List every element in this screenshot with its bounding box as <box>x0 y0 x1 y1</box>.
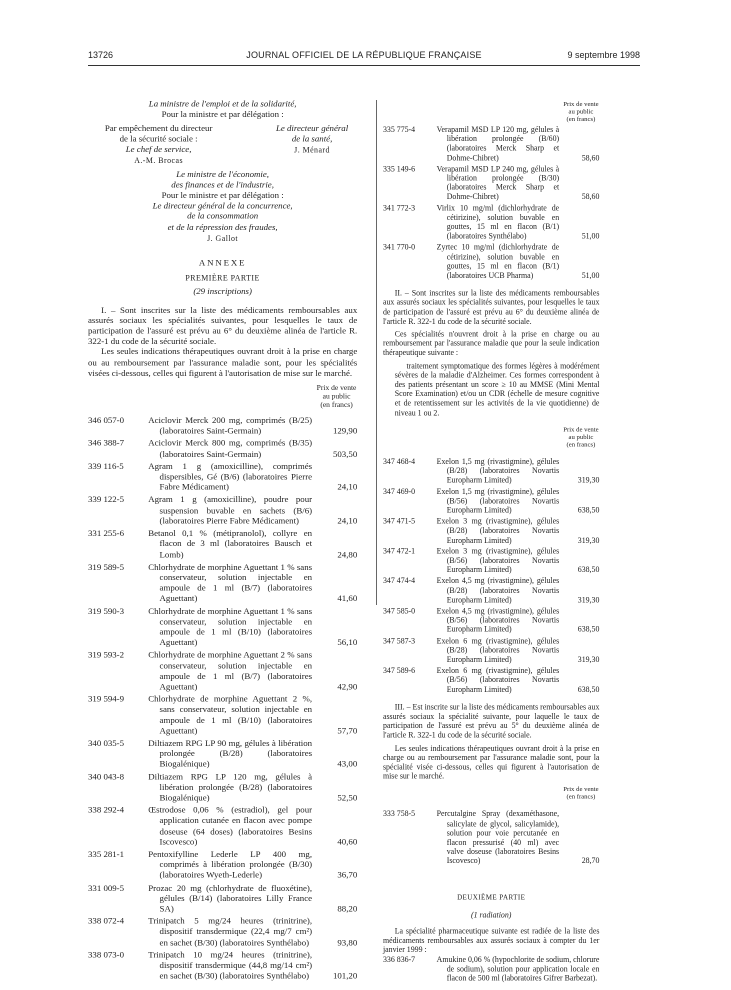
medication-entry <box>383 811 599 867</box>
entry-price: 319,30 <box>577 596 600 605</box>
entry-text: Betanol 0,1 % (métipranolol), collyre en flacon de 3 ml (laboratoires Bausch et Lomb) <box>148 529 313 560</box>
entry-code: 331 255-6 <box>88 529 125 539</box>
entry-price: 56,10 <box>337 638 358 649</box>
paragraph: La spécialité pharmaceutique suivante est radiée de la liste des médicaments remboursables aux assurés sociaux à compter du 1er janvier 1999 : <box>383 927 600 955</box>
part-title: PREMIÈRE PARTIE <box>185 274 260 283</box>
page-date: 9 septembre 1998 <box>567 50 640 60</box>
signature-line: Le chef de service, <box>125 145 192 155</box>
entry-code: 335 149-6 <box>383 165 416 174</box>
entry-text: Chlorhydrate de morphine Aguettant 2 %, sans conservateur, solution injectable en ampoule de 1 ml (B/10) (laboratoires Aguettant) <box>148 695 313 737</box>
entry-text: Diltiazem RPG LP 90 mg, gélules à libération prolongée (B/28) (laboratoires Biogalénique) <box>148 739 313 770</box>
entry-price: 41,60 <box>337 594 358 604</box>
paragraph: Les seules indications thérapeutiques ouvrant droit à la prise en charge ou au remboursement par l'assurance maladie sont, pour les spécialités visées ci-dessous, celles qui figurent à l'autorisation de mise sur le marché. <box>88 348 358 379</box>
signature-line: Le directeur général <box>275 124 349 135</box>
signature-name: J. Ménard <box>294 146 330 155</box>
entry-price: 51,00 <box>581 271 600 281</box>
annexe-title: ANNEXE <box>198 259 247 269</box>
medication-entry <box>88 496 357 528</box>
medication-entry <box>383 667 599 695</box>
page-number: 13726 <box>88 50 114 60</box>
entry-text: Trinipatch 10 mg/24 heures (trinitrine), dispositif transdermique (44,8 mg/14 cm²) en sachet (B/30) (laboratoires Synthélabo) <box>148 950 313 982</box>
medication-entry <box>88 607 357 649</box>
entry-code: 347 472-1 <box>383 547 416 557</box>
entry-text: Agram 1 g (amoxicilline), poudre pour suspension buvable en sachets (B/6) (laboratoires Pierre Fabre Médicament) <box>148 495 313 527</box>
medication-entry <box>88 651 357 693</box>
medication-list <box>383 458 599 697</box>
paragraph: Les seules indications thérapeutiques ouvrant droit à la prise en charge ou au remboursement par l'assurance maladie sont, pour la spécialité visée ci-dessous, celles qui figurent à l'autorisation de mise sur le marché. <box>383 744 600 782</box>
signature-line: de la consommation <box>187 212 259 222</box>
entry-price: 42,90 <box>337 682 358 693</box>
entry-code: 338 292-4 <box>88 806 125 816</box>
entry-price: 52,50 <box>337 793 358 804</box>
signature-line: Par empêchement du directeur <box>104 124 213 135</box>
entry-text: Diltiazem RPG LP 120 mg, gélules à libération prolongée (B/28) (laboratoires Biogalénique) <box>148 772 313 804</box>
part-title: DEUXIÈME PARTIE <box>457 893 526 901</box>
signature-name: J. Gallot <box>207 234 239 243</box>
medication-entry <box>88 773 357 805</box>
entry-code: 335 281-1 <box>88 850 125 860</box>
entry-price: 93,80 <box>337 938 358 948</box>
entry-code: 319 594-9 <box>88 695 125 705</box>
medication-entry <box>88 806 357 848</box>
entry-code: 339 122-5 <box>88 495 125 506</box>
entry-text: Virlix 10 mg/ml (dichlorhydrate de cétirizine), solution buvable en gouttes, 15 ml en flacon (B/1) (laboratoires Synthélabo) <box>436 204 560 242</box>
entry-code: 347 585-0 <box>383 607 416 616</box>
price-header: Prix de vente (en francs) <box>563 785 599 801</box>
entry-text: Amukine 0,06 % (hypochlorite de sodium, chlorure de sodium), solution pour application locale en flacon de 500 ml (laboratoires Gifrer Barbezat). <box>436 955 600 984</box>
entry-code: 347 587-3 <box>383 637 416 646</box>
medication-entry <box>383 205 599 243</box>
medication-entry <box>383 548 599 576</box>
entry-price: 129,90 <box>332 426 358 437</box>
entry-code: 340 035-5 <box>88 739 125 749</box>
entry-text: Exelon 1,5 mg (rivastigmine), gélules (B/56) (laboratoires Novartis Europharm Limited) <box>436 487 560 516</box>
entry-text: Aciclovir Merck 800 mg, comprimés (B/35) (laboratoires Saint-Germain) <box>148 439 313 460</box>
price-header: Prix de vente au public (en francs) <box>563 100 599 123</box>
signature-line: et de la répression des fraudes, <box>167 222 278 233</box>
entry-text: Œstrodose 0,06 % (estradiol), gel pour application cutanée en flacon avec pompe doseuse (64 doses) (laboratoires Besins Iscovesco) <box>148 806 313 848</box>
paragraph: traitement symptomatique des formes légères à modérément sévères de la maladie d'Alzheimer. Ces formes correspondent à des patients présentant un score ≥ 10 au MMSE (Mini Mental Score Examination) et/ou un CDR (échelle de mesure cognitive et de retentissement sur les activités de la vie quotidienne) de niveau 1 ou 2. <box>394 362 600 418</box>
entry-code: 338 072-4 <box>88 917 125 927</box>
left-column <box>88 100 357 984</box>
entry-code: 346 057-0 <box>88 416 125 426</box>
medication-entry <box>383 165 599 203</box>
entry-text: Agram 1 g (amoxicilline), comprimés dispersibles, Gé (B/6) (laboratoires Pierre Fabre Médicament) <box>148 462 313 493</box>
signature-line: Pour le ministre et par délégation : <box>161 191 284 201</box>
entry-text: Exelon 3 mg (rivastigmine), gélules (B/28) (laboratoires Novartis Europharm Limited) <box>436 517 560 545</box>
entry-price: 36,70 <box>337 871 358 881</box>
entry-price: 319,30 <box>577 656 600 665</box>
medication-entry <box>383 637 599 665</box>
entry-price: 57,70 <box>337 726 358 737</box>
entry-text: Verapamil MSD LP 240 mg, gélules à libération prolongée (B/30) (laboratoires Merck Sharp et Dohme-Chibret) <box>436 165 560 202</box>
entry-text: Percutalgine Spray (dexaméthasone, salicylate de glycol, salicylamide), solution pour voie percutanée en flacon pressurisé (40 ml) avec valve doseuse (laboratoires Besins Iscovesco) <box>436 810 560 867</box>
entry-text: Zyrtec 10 mg/ml (dichlorhydrate de cétirizine), solution buvable en gouttes, 15 ml en flacon (B/1) (laboratoires UCB Pharma) <box>436 243 560 281</box>
medication-entry <box>88 850 357 882</box>
medication-entry <box>88 917 357 949</box>
signature-line: de la sécurité sociale : <box>119 135 198 145</box>
signature-line: La ministre de l'emploi et de la solidarité, <box>148 100 297 110</box>
entry-code: 319 593-2 <box>88 651 125 661</box>
entry-price: 58,60 <box>581 154 600 163</box>
entry-text: Pentoxifylline Lederle LP 400 mg, comprimés à libération prolongée (B/30) (laboratoires Wyeth-Lederle) <box>148 850 313 881</box>
signature-name: A.-M. Brocas <box>134 156 183 166</box>
entry-text: Verapamil MSD LP 120 mg, gélules à libération prolongée (B/60) (laboratoires Merck Sharp et Dohme-Chibret) <box>436 125 560 163</box>
right-column <box>383 100 599 984</box>
entry-text: Exelon 4,5 mg (rivastigmine), gélules (B/56) (laboratoires Novartis Europharm Limited) <box>436 607 560 635</box>
radiation-entry <box>383 956 599 984</box>
signature-line: des finances et de l'industrie, <box>171 180 274 191</box>
entry-price: 319,30 <box>577 476 600 486</box>
entry-price: 101,20 <box>332 971 358 982</box>
radiation-count: (1 radiation) <box>470 911 512 921</box>
entry-text: Exelon 4,5 mg (rivastigmine), gélules (B/28) (laboratoires Novartis Europharm Limited) <box>436 577 560 605</box>
entry-price: 638,50 <box>577 626 600 635</box>
signature-line: Le directeur général de la concurrence, <box>152 201 293 212</box>
medication-entry <box>88 529 357 561</box>
entry-price: 43,00 <box>337 760 358 770</box>
entry-text: Chlorhydrate de morphine Aguettant 1 % sans conservateur, solution injectable en ampoule de 1 ml (B/10) (laboratoires Aguettant) <box>148 606 313 649</box>
entry-code: 319 589-5 <box>88 562 125 573</box>
entry-price: 40,60 <box>337 837 358 848</box>
medication-entry <box>383 607 599 635</box>
signature-line: Le ministre de l'économie, <box>176 170 269 180</box>
medication-entry <box>88 739 357 771</box>
entry-code: 347 469-0 <box>383 487 416 497</box>
entry-price: 638,50 <box>577 566 600 575</box>
price-header: Prix de vente au public (en francs) <box>563 425 599 448</box>
medication-list <box>383 126 599 283</box>
medication-entry <box>88 462 357 494</box>
medication-entry <box>383 126 599 164</box>
medication-entry <box>88 439 357 460</box>
signature-block <box>88 125 357 156</box>
entry-price: 24,10 <box>337 483 358 493</box>
entry-text: Exelon 6 mg (rivastigmine), gélules (B/56) (laboratoires Novartis Europharm Limited) <box>436 667 560 695</box>
entry-price: 638,50 <box>577 685 600 695</box>
entry-code: 341 770-0 <box>383 243 416 253</box>
entry-price: 58,60 <box>581 193 600 202</box>
entry-text: Exelon 3 mg (rivastigmine), gélules (B/56) (laboratoires Novartis Europharm Limited) <box>436 547 560 575</box>
entry-code: 347 589-6 <box>383 667 416 676</box>
entry-price: 51,00 <box>581 232 600 242</box>
medication-entry <box>88 951 357 983</box>
header-rule <box>88 65 640 66</box>
medication-list <box>88 416 357 984</box>
paragraph: II. – Sont inscrites sur la liste des médicaments remboursables aux assurés sociaux les spécialités suivantes, pour lesquelles le taux de participation de l'assuré est prévu au 6° du deuxième alinéa de l'article R. 322-1 du code de la sécurité sociale. <box>383 289 600 327</box>
paragraph: I. – Sont inscrites sur la liste des médicaments remboursables aux assurés sociaux les spécialités suivantes, pour lesquelles le taux de participation de l'assuré est prévu au 6° du deuxième alinéa de l'article R. 322-1 du code de la sécurité sociale. <box>88 305 358 347</box>
medication-entry <box>383 488 599 516</box>
paragraph: Ces spécialités n'ouvrent droit à la prise en charge ou au remboursement par l'assurance maladie que pour la seule indication thérapeutique suivante : <box>383 330 600 358</box>
entry-text: Trinipatch 5 mg/24 heures (trinitrine), dispositif transdermique (22,4 mg/7 cm²) en sachet (B/30) (laboratoires Synthélabo) <box>148 917 313 948</box>
medication-entry <box>383 577 599 605</box>
medication-list <box>383 811 599 869</box>
entry-code: 347 468-4 <box>383 458 416 467</box>
medication-entry <box>88 695 357 737</box>
inscriptions-count: (29 inscriptions) <box>193 287 252 298</box>
entry-code: 347 471-5 <box>383 517 416 527</box>
entry-code: 333 758-5 <box>383 810 416 820</box>
medication-entry <box>88 416 357 437</box>
entry-code: 338 073-0 <box>88 950 125 961</box>
entry-price: 24,10 <box>337 516 358 527</box>
entry-code: 336 836-7 <box>383 955 416 965</box>
medication-entry <box>383 458 599 486</box>
entry-code: 331 009-5 <box>88 883 125 894</box>
entry-code: 319 590-3 <box>88 606 125 617</box>
medication-entry <box>88 563 357 605</box>
entry-price: 28,70 <box>581 857 600 867</box>
entry-text: Exelon 1,5 mg (rivastigmine), gélules (B/28) (laboratoires Novartis Europharm Limited) <box>436 458 560 486</box>
paragraph: III. – Est inscrite sur la liste des médicaments remboursables aux assurés sociaux la spécialité suivante, pour laquelle le taux de participation de l'assuré est prévu au 5° du deuxième alinéa de l'article R. 322-1 du code de la sécurité sociale. <box>383 703 600 741</box>
medication-entry <box>88 884 357 916</box>
medication-entry <box>383 518 599 546</box>
entry-code: 347 474-4 <box>383 577 416 586</box>
entry-code: 341 772-3 <box>383 204 416 213</box>
entry-code: 335 775-4 <box>383 125 416 135</box>
entry-text: Aciclovir Merck 200 mg, comprimés (B/25) (laboratoires Saint-Germain) <box>148 416 313 437</box>
price-header: Prix de vente au public (en francs) <box>316 383 357 409</box>
entry-price: 319,30 <box>577 536 600 545</box>
entry-price: 638,50 <box>577 506 600 516</box>
medication-entry <box>383 244 599 282</box>
entry-price: 88,20 <box>337 904 358 915</box>
page-header <box>88 50 640 64</box>
entry-text: Chlorhydrate de morphine Aguettant 2 % sans conservateur, solution injectable en ampoule de 1 ml (B/7) (laboratoires Aguettant) <box>148 651 313 693</box>
signature-line: de la santé, <box>291 135 333 145</box>
signature-line: Pour la ministre et par délégation : <box>161 110 284 120</box>
entry-code: 340 043-8 <box>88 772 125 783</box>
entry-text: Chlorhydrate de morphine Aguettant 1 % sans conservateur, solution injectable en ampoule de 1 ml (B/7) (laboratoires Aguettant) <box>148 562 313 604</box>
entry-text: Prozac 20 mg (chlorhydrate de fluoxétine), gélules (B/14) (laboratoires Lilly France SA) <box>148 883 313 915</box>
entry-price: 24,80 <box>337 550 358 560</box>
journal-title: JOURNAL OFFICIEL DE LA RÉPUBLIQUE FRANÇAISE <box>246 50 482 60</box>
entry-code: 346 388-7 <box>88 439 125 449</box>
column-divider <box>376 100 377 605</box>
entry-code: 339 116-5 <box>88 462 124 472</box>
entry-text: Exelon 6 mg (rivastigmine), gélules (B/28) (laboratoires Novartis Europharm Limited) <box>436 637 560 665</box>
entry-price: 503,50 <box>332 449 358 460</box>
